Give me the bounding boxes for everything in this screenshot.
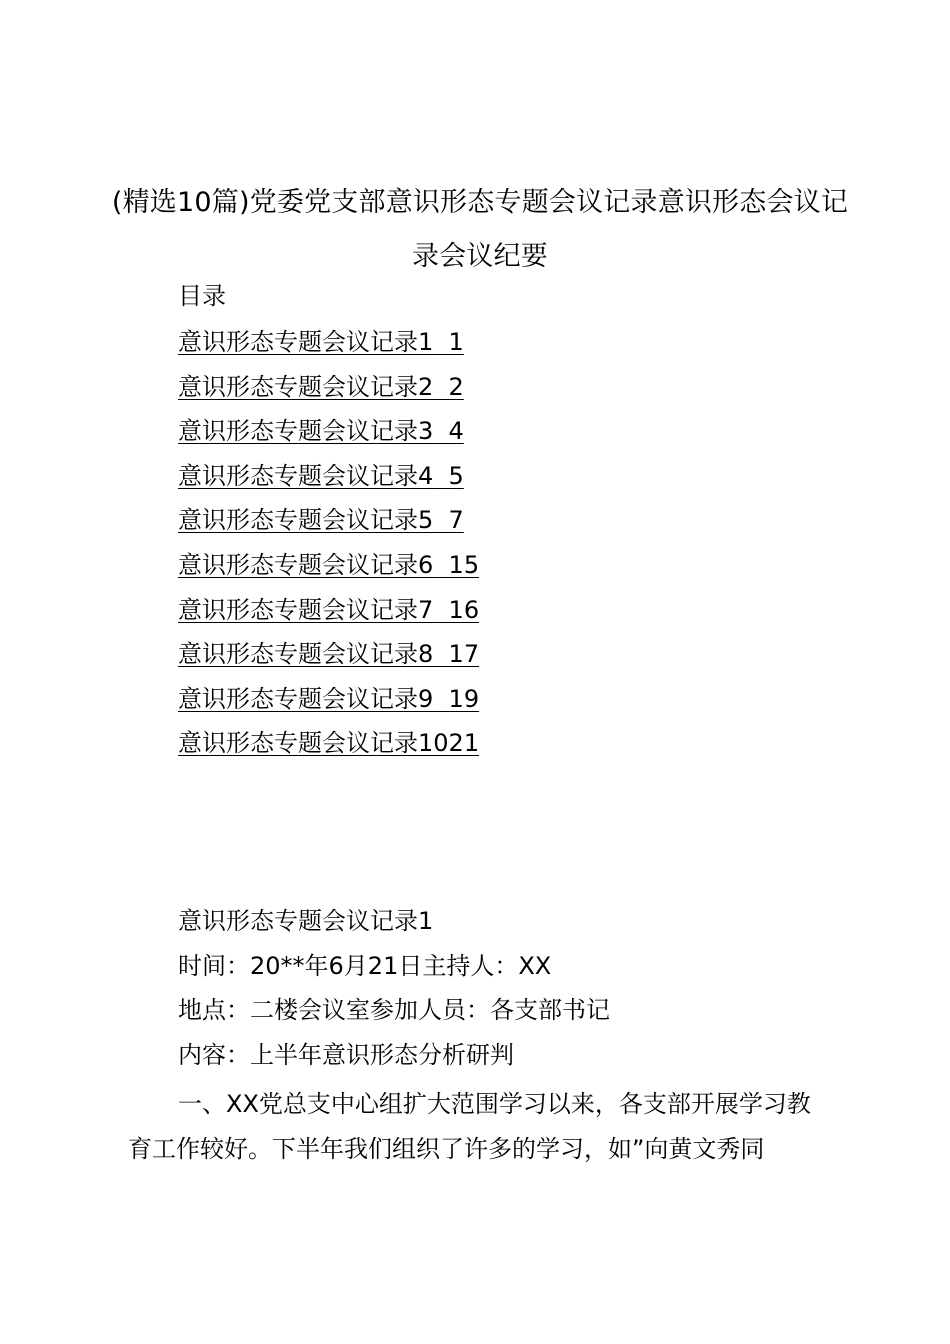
toc-link-2[interactable]: 意识形态专题会议记录2 2 — [178, 372, 464, 401]
toc-item — [178, 681, 479, 726]
toc-item — [178, 592, 479, 637]
toc-link-3[interactable]: 意识形态专题会议记录3 4 — [178, 417, 464, 446]
record-paragraph: 一、XX党总支中心组扩大范围学习以来，各支部开展学习教育工作较好。下半年我们组织了许多的学习，如”向黄文秀同 — [128, 1090, 811, 1163]
toc-item — [178, 458, 479, 503]
toc-link-4[interactable]: 意识形态专题会议记录4 5 — [178, 461, 464, 490]
toc-item — [178, 369, 479, 414]
toc-link-10[interactable]: 意识形态专题会议记录1021 — [178, 729, 480, 758]
toc-link-9[interactable]: 意识形态专题会议记录9 19 — [178, 684, 480, 713]
document-title: (精选10篇)党委党支部意识形态专题会议记录意识形态会议记录会议纪要 — [111, 187, 849, 272]
toc-item — [178, 502, 479, 547]
record-meta — [178, 903, 610, 1081]
record-place: 地点：二楼会议室参加人员：各支部书记 — [178, 996, 610, 1025]
toc-link-1[interactable]: 意识形态专题会议记录1 1 — [178, 328, 464, 356]
toc-link-8[interactable]: 意识形态专题会议记录8 17 — [178, 640, 480, 669]
record-time: 时间：20**年6月21日主持人：XX — [178, 951, 552, 980]
toc-item — [178, 547, 479, 592]
toc-item — [178, 725, 479, 770]
table-of-contents — [178, 324, 479, 770]
toc-link-5[interactable]: 意识形态专题会议记录5 7 — [178, 506, 464, 535]
toc-heading: 目录 — [178, 282, 226, 310]
toc-link-6[interactable]: 意识形态专题会议记录6 15 — [178, 550, 480, 579]
toc-item — [178, 324, 479, 369]
toc-link-7[interactable]: 意识形态专题会议记录7 16 — [178, 595, 480, 624]
toc-item — [178, 636, 479, 681]
toc-item — [178, 413, 479, 458]
record-content: 内容：上半年意识形态分析研判 — [178, 1040, 514, 1069]
record-heading: 意识形态专题会议记录1 — [178, 907, 434, 935]
